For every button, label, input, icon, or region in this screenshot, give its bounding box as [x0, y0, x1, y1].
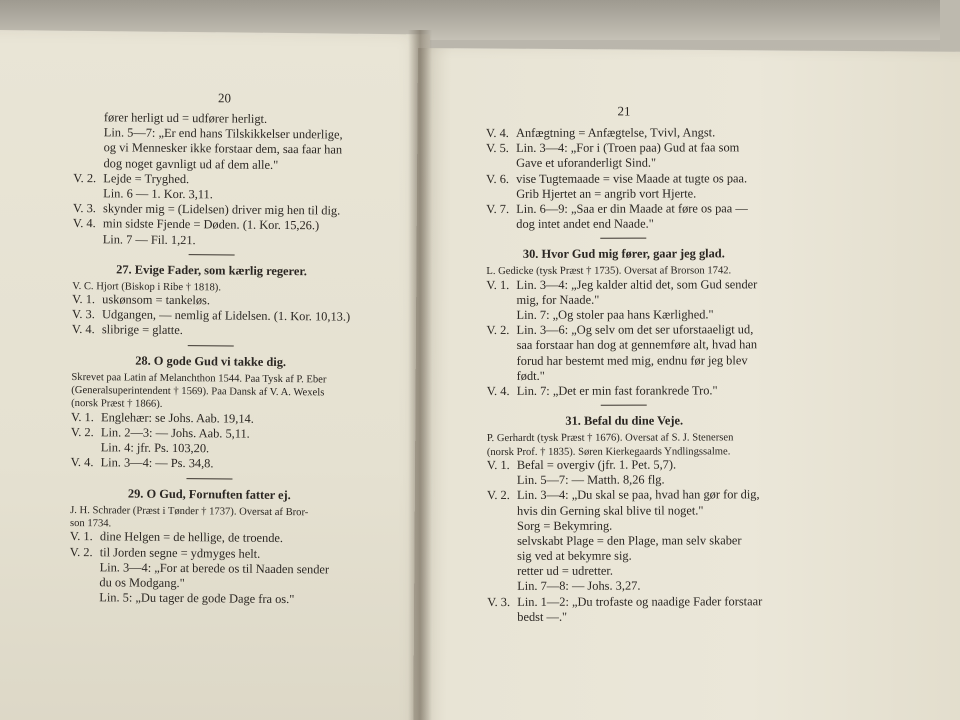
note-line: [486, 277, 761, 293]
note-text: selvskabt Plage = den Plage, man selv skaber: [517, 533, 742, 548]
verse-label: V. 7.: [486, 201, 510, 216]
hymn-30-source: L. Gedicke (tysk Præst † 1735). Oversat af Brorson 1742.: [486, 265, 732, 278]
verse-label: V. 1.: [486, 457, 510, 472]
note-text: Lin. 6—9: „Saa er din Maade at føre os paa —: [516, 201, 748, 216]
note-line: [486, 216, 761, 232]
source-line: son 1734.: [69, 517, 112, 530]
note-text: Befal = overgiv (jfr. 1. Pet. 5,7).: [516, 457, 677, 472]
note-text: Lin. 1—2: „Du trofaste og naadige Fader forstaar: [517, 593, 763, 609]
right-page-number: 21: [617, 103, 631, 119]
note-line: [487, 323, 762, 339]
left-page-number: 20: [218, 90, 231, 106]
note-text: og vi Mennesker ikke forstaar dem, saa faar han: [103, 140, 343, 157]
source-line: (norsk Præst † 1866).: [71, 398, 163, 411]
note-text: Lin. 5: „Du tager de gode Dage fra os.": [99, 590, 295, 607]
note-line: [487, 548, 762, 564]
note-line: [486, 171, 761, 187]
verse-label: V. 2.: [486, 323, 510, 338]
verse-label: V. 4.: [486, 125, 509, 140]
verse-label: V. 6.: [486, 171, 509, 186]
note-text: Gave et uforanderligt Sind.": [516, 155, 657, 171]
section-divider: [601, 238, 647, 239]
note-text: Lejde = Tryghed.: [103, 171, 190, 186]
hymn-29-source: [70, 503, 348, 532]
right-top-notes: [486, 125, 761, 232]
note-text: dog intet andet end Naade.": [516, 216, 654, 232]
verse-label: V. 2.: [69, 544, 93, 559]
hymn-27-notes: [72, 292, 351, 340]
verse-label: V. 2.: [73, 170, 97, 185]
verse-label: V. 4.: [70, 455, 94, 470]
section-divider: [188, 345, 234, 346]
note-line: [486, 125, 761, 141]
hymn-28-notes: [71, 410, 350, 473]
note-line: [69, 590, 347, 608]
verse-label: V. 4.: [486, 383, 510, 399]
note-text: Grib Hjertet an = angrib vort Hjerte.: [516, 186, 697, 201]
note-text: Lin. 6 — 1. Kor. 3,11.: [103, 186, 213, 202]
hymn-27-source: V. C. Hjort (Biskop i Ribe † 1818).: [72, 280, 222, 294]
verse-label: V. 1.: [486, 277, 510, 292]
note-line: [487, 609, 762, 625]
note-text: Lin. 3—6: „Og selv om det ser uforstaaeligt ud,: [516, 322, 754, 338]
verse-label: V. 3.: [71, 307, 95, 322]
note-text: mig, for Naade.": [516, 292, 600, 307]
note-text: Lin. 3—4: „For at berede os til Naaden sender: [99, 559, 330, 577]
note-text: Anfægtning = Anfægtelse, Tvivl, Angst.: [515, 125, 716, 140]
verse-label: V. 1.: [70, 409, 94, 425]
note-line: [487, 383, 762, 399]
note-line: [486, 201, 761, 217]
note-text: Lin. 3—4: „Du skal se paa, hvad han gør for dig,: [516, 487, 760, 503]
note-text: uskønsom = tankeløs.: [102, 292, 211, 308]
note-text: dog noget gavnligt ud af dem alle.": [103, 155, 279, 172]
hymn-31-heading: 31. Befal du dine Veje.: [565, 413, 684, 428]
note-line: [487, 564, 762, 580]
verse-label: V. 5.: [486, 141, 509, 156]
note-text: Udgangen, — nemlig af Lidelsen. (1. Kor. 10,13.): [101, 307, 351, 324]
note-text: født.": [516, 368, 545, 383]
note-text: Englehær: se Johs. Aab. 19,14.: [100, 410, 254, 426]
hymn-29-notes: [69, 529, 348, 608]
note-text: vise Tugtemaade = vise Maade at tugte os paa.: [516, 170, 748, 186]
note-text: min sidste Fjende = Døden. (1. Kor. 15,26.): [102, 216, 320, 233]
source-line: P. Gerhardt (tysk Præst † 1676). Oversat af S. J. Stenersen: [486, 432, 734, 445]
note-line: [487, 503, 762, 519]
book-gutter: [408, 30, 432, 720]
note-line: [487, 518, 762, 534]
note-text: Lin. 3—4: „Jeg kalder altid det, som Gud sender: [516, 276, 758, 292]
note-text: Lin. 2—3: — Johs. Aab. 5,11.: [100, 425, 250, 441]
note-line: [486, 156, 761, 172]
right-page-text: [486, 125, 762, 625]
note-text: til Jorden segne = ydmyges helt.: [99, 544, 261, 561]
note-text: Lin. 5—7: — Matth. 8,26 flg.: [516, 472, 665, 488]
note-text: Lin. 5—7: „Er end hans Tilskikkelser underlige,: [103, 125, 343, 142]
note-line: [487, 594, 762, 610]
note-line: [487, 579, 762, 595]
verse-label: V. 1.: [72, 292, 96, 307]
hymn-30-heading: 30. Hvor Gud mig fører, gaar jeg glad.: [522, 246, 725, 262]
source-line: Skrevet paa Latin af Melanchthon 1544. Paa Tysk af P. Eber: [71, 371, 327, 386]
section-divider: [601, 405, 647, 406]
verse-label: V. 3.: [487, 594, 511, 609]
note-line: [487, 472, 762, 488]
verse-label: V. 4.: [72, 216, 96, 231]
note-text: Sorg = Bekymring.: [517, 518, 613, 533]
note-text: Lin. 7: „Og stoler paa hans Kærlighed.": [516, 307, 714, 322]
note-line: [487, 533, 762, 549]
note-line: [486, 292, 761, 308]
note-text: skynder mig = (Lidelsen) driver mig hen til dig.: [102, 201, 341, 218]
verse-label: V. 1.: [69, 529, 93, 544]
note-line: [487, 488, 762, 504]
note-line: [487, 368, 762, 384]
verse-label: V. 2.: [486, 488, 510, 503]
verse-label: V. 2.: [70, 424, 94, 440]
note-line: [73, 231, 351, 249]
left-page-text: [69, 110, 352, 608]
note-text: Lin. 7—8: — Johs. 3,27.: [517, 579, 641, 594]
note-text: slibrige = glatte.: [101, 322, 183, 338]
section-divider: [189, 254, 235, 255]
note-text: hvis din Gerning skal blive til noget.": [516, 502, 704, 518]
note-text: Lin. 7 — Fil. 1,21.: [102, 231, 196, 247]
note-text: sig ved at bekymre sig.: [517, 548, 632, 564]
source-line: (norsk Prof. † 1835). Søren Kierkegaards Yndlingssalme.: [486, 445, 731, 458]
hymn-27-heading: 27. Evige Fader, som kærlig regerer.: [116, 262, 307, 278]
hymn-28-heading: 28. O gode Gud vi takke dig.: [135, 353, 287, 369]
note-text: retter ud = udretter.: [517, 563, 613, 579]
left-top-notes: [73, 110, 352, 249]
verse-label: V. 3.: [72, 201, 96, 216]
note-line: [487, 457, 762, 473]
note-text: Lin. 7: „Det er min fast forankrede Tro.": [516, 383, 718, 398]
note-text: dine Helgen = de hellige, de troende.: [99, 529, 284, 546]
note-text: Lin. 3—4: — Ps. 34,8.: [100, 455, 214, 471]
hymn-28-source: [71, 370, 349, 413]
hymn-31-source: [487, 430, 762, 458]
note-text: forud har bestemt med mig, endnu før jeg blev: [516, 352, 748, 368]
note-line: [487, 338, 762, 354]
note-text: du os Modgang.": [99, 575, 185, 590]
note-line: [486, 186, 761, 202]
verse-label: V. 4.: [71, 322, 95, 337]
note-text: Lin. 3—4: „For i (Troen paa) Gud at faa som: [516, 140, 740, 156]
note-text: bedst —.": [517, 609, 568, 624]
note-line: [487, 353, 762, 369]
note-text: saa forstaar han dog at gennemføre alt, hvad han: [516, 337, 758, 353]
section-divider: [187, 478, 233, 479]
note-line: [486, 307, 761, 323]
source-line: J. H. Schrader (Præst i Tønder † 1737). Oversat af Bror-: [70, 504, 309, 518]
note-text: Lin. 4: jfr. Ps. 103,20.: [100, 440, 210, 456]
note-text: fører herligt ud = udfører herligt.: [103, 110, 268, 126]
source-line: (Generalsuperintendent † 1569). Paa Dansk af V. A. Wexels: [71, 385, 325, 399]
note-line: [72, 322, 350, 340]
hymn-30-notes: [486, 277, 761, 399]
note-line: [486, 140, 761, 156]
hymn-31-notes: [487, 457, 762, 625]
note-line: [71, 455, 349, 473]
hymn-29-heading: 29. O Gud, Fornuften fatter ej.: [127, 486, 291, 502]
